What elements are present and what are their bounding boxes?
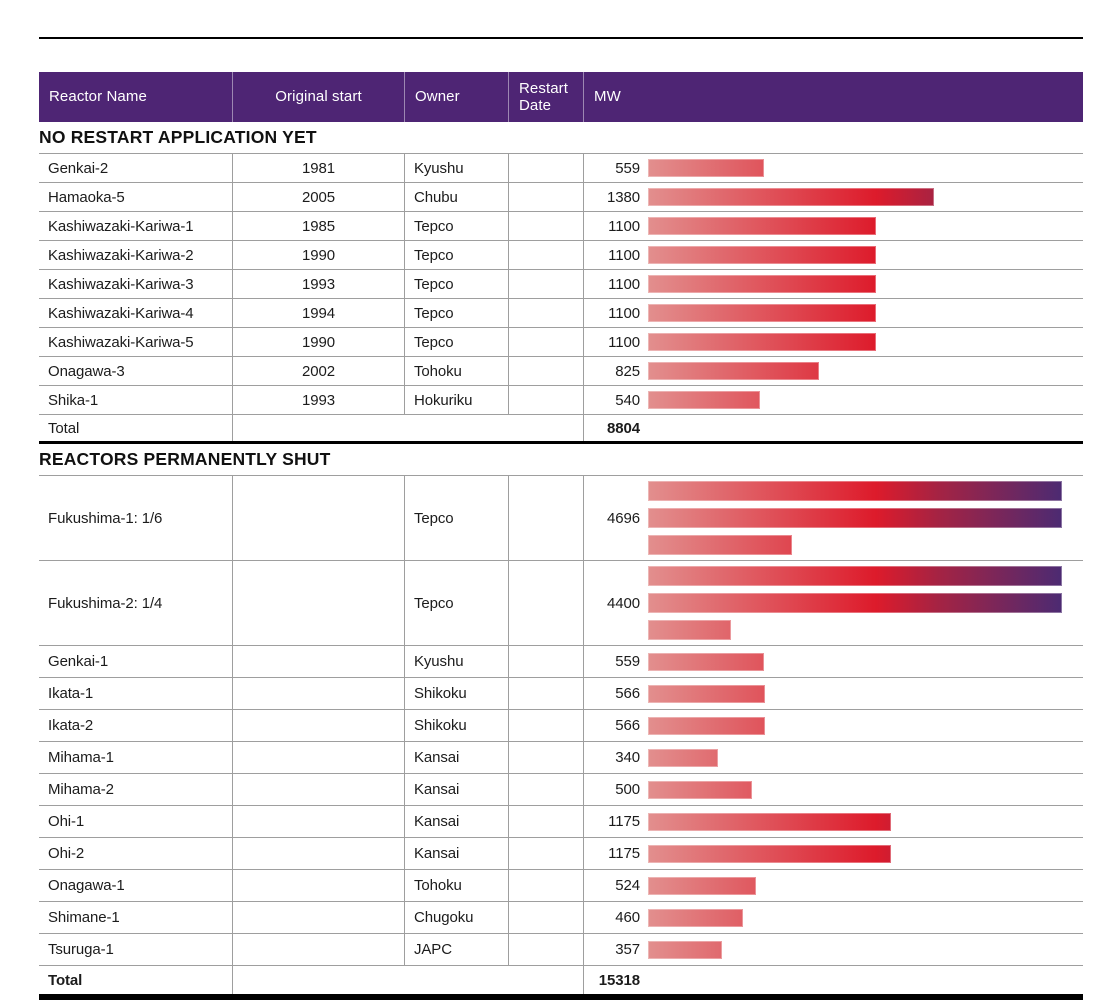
mw-bar-cell bbox=[644, 710, 1083, 741]
mw-value-cell: 4400 bbox=[583, 561, 644, 645]
mw-bar-cell bbox=[644, 742, 1083, 773]
mw-bar-cell bbox=[644, 386, 1083, 414]
mw-bar bbox=[648, 481, 1062, 501]
owner-cell: Shikoku bbox=[404, 678, 508, 709]
mw-bar bbox=[648, 845, 891, 863]
mw-value-cell: 1100 bbox=[583, 299, 644, 327]
mw-bar-cell bbox=[644, 154, 1083, 182]
original-start-cell bbox=[232, 806, 404, 837]
restart-date-cell bbox=[508, 328, 583, 356]
total-label: Total bbox=[48, 419, 80, 437]
reactor-name-cell: Ohi-2 bbox=[48, 845, 85, 862]
table-row bbox=[39, 869, 1083, 901]
table-row bbox=[39, 153, 1083, 182]
table-row bbox=[39, 741, 1083, 773]
mw-bar bbox=[648, 159, 764, 177]
reactor-name-cell: Onagawa-3 bbox=[48, 362, 125, 380]
total-label: Total bbox=[48, 971, 83, 989]
restart-date-cell bbox=[508, 806, 583, 837]
table-row bbox=[39, 182, 1083, 211]
owner-cell: Kansai bbox=[404, 742, 508, 773]
reactor-name-cell: Shimane-1 bbox=[48, 909, 120, 926]
mw-bar bbox=[648, 508, 1062, 528]
column-header-original-start: Original start bbox=[232, 72, 404, 122]
original-start-cell: 1993 bbox=[232, 270, 404, 298]
original-start-cell: 1985 bbox=[232, 212, 404, 240]
mw-bar bbox=[648, 217, 876, 235]
owner-cell: Tepco bbox=[404, 299, 508, 327]
table-section bbox=[39, 444, 1083, 997]
mw-value-cell: 566 bbox=[583, 678, 644, 709]
original-start-cell bbox=[232, 646, 404, 677]
mw-value-cell: 559 bbox=[583, 154, 644, 182]
report-table-figure bbox=[39, 37, 1083, 1000]
table-row bbox=[39, 933, 1083, 965]
mw-bar-cell bbox=[644, 561, 1083, 645]
reactor-name-cell: Mihama-2 bbox=[48, 781, 114, 798]
mw-value-cell: 559 bbox=[583, 646, 644, 677]
mw-bar-cell bbox=[644, 934, 1083, 965]
mw-bar bbox=[648, 749, 718, 767]
mw-value-cell: 1175 bbox=[583, 806, 644, 837]
original-start-cell bbox=[232, 742, 404, 773]
mw-bar-cell bbox=[644, 270, 1083, 298]
restart-date-cell bbox=[508, 357, 583, 385]
total-spacer-cell bbox=[232, 415, 583, 441]
restart-date-cell bbox=[508, 212, 583, 240]
mw-value-cell: 540 bbox=[583, 386, 644, 414]
mw-value-cell: 524 bbox=[583, 870, 644, 901]
owner-cell: Shikoku bbox=[404, 710, 508, 741]
owner-cell: Chubu bbox=[404, 183, 508, 211]
mw-bar bbox=[648, 275, 876, 293]
restart-date-cell bbox=[508, 183, 583, 211]
reactor-name-cell: Kashiwazaki-Kariwa-2 bbox=[48, 246, 194, 264]
owner-cell: Tohoku bbox=[404, 870, 508, 901]
mw-bar-cell bbox=[644, 357, 1083, 385]
original-start-cell: 1994 bbox=[232, 299, 404, 327]
restart-date-cell bbox=[508, 678, 583, 709]
mw-bar-cell bbox=[644, 212, 1083, 240]
mw-bar bbox=[648, 566, 1062, 586]
owner-cell: Kyushu bbox=[404, 154, 508, 182]
reactor-name-cell: Fukushima-2: 1/4 bbox=[48, 594, 163, 612]
reactor-name-cell: Onagawa-1 bbox=[48, 877, 125, 894]
restart-date-cell bbox=[508, 646, 583, 677]
original-start-cell: 2002 bbox=[232, 357, 404, 385]
mw-value-cell: 1380 bbox=[583, 183, 644, 211]
total-spacer-cell bbox=[232, 966, 583, 994]
owner-cell: Hokuriku bbox=[404, 386, 508, 414]
mw-bar-cell bbox=[644, 902, 1083, 933]
owner-cell: Tepco bbox=[404, 476, 508, 560]
table-body bbox=[39, 122, 1083, 997]
original-start-cell bbox=[232, 476, 404, 560]
mw-bar bbox=[648, 717, 765, 735]
table-row bbox=[39, 645, 1083, 677]
mw-bar bbox=[648, 188, 934, 206]
owner-cell: Tohoku bbox=[404, 357, 508, 385]
mw-bar-cell bbox=[644, 838, 1083, 869]
original-start-cell bbox=[232, 561, 404, 645]
total-row bbox=[39, 414, 1083, 444]
original-start-cell: 2005 bbox=[232, 183, 404, 211]
reactor-name-cell: Shika-1 bbox=[48, 391, 99, 409]
owner-cell: Kansai bbox=[404, 774, 508, 805]
table-row bbox=[39, 269, 1083, 298]
mw-bar bbox=[648, 941, 722, 959]
restart-date-cell bbox=[508, 742, 583, 773]
reactor-name-cell: Kashiwazaki-Kariwa-1 bbox=[48, 217, 194, 235]
owner-cell: Tepco bbox=[404, 561, 508, 645]
mw-bar-cell bbox=[644, 646, 1083, 677]
table-row bbox=[39, 901, 1083, 933]
mw-bar bbox=[648, 877, 756, 895]
mw-bar bbox=[648, 304, 876, 322]
mw-bar bbox=[648, 333, 876, 351]
table-row bbox=[39, 385, 1083, 414]
restart-date-cell bbox=[508, 710, 583, 741]
table-row bbox=[39, 475, 1083, 560]
table-row bbox=[39, 805, 1083, 837]
owner-cell: JAPC bbox=[404, 934, 508, 965]
original-start-cell: 1990 bbox=[232, 241, 404, 269]
mw-value-cell: 825 bbox=[583, 357, 644, 385]
owner-cell: Tepco bbox=[404, 270, 508, 298]
mw-bar bbox=[648, 653, 764, 671]
mw-bar-cell bbox=[644, 774, 1083, 805]
column-header-owner: Owner bbox=[404, 72, 508, 122]
reactor-name-cell: Kashiwazaki-Kariwa-4 bbox=[48, 304, 194, 322]
owner-cell: Kansai bbox=[404, 806, 508, 837]
total-value: 15318 bbox=[583, 966, 644, 994]
reactor-name-cell: Tsuruga-1 bbox=[48, 941, 114, 958]
mw-bar-cell bbox=[644, 183, 1083, 211]
table-row bbox=[39, 560, 1083, 645]
table-section bbox=[39, 122, 1083, 444]
table-row bbox=[39, 837, 1083, 869]
original-start-cell bbox=[232, 838, 404, 869]
original-start-cell bbox=[232, 870, 404, 901]
mw-value-cell: 1175 bbox=[583, 838, 644, 869]
column-header-reactor-name: Reactor Name bbox=[49, 88, 147, 106]
owner-cell: Tepco bbox=[404, 212, 508, 240]
total-value: 8804 bbox=[583, 415, 644, 441]
restart-date-cell bbox=[508, 270, 583, 298]
original-start-cell: 1981 bbox=[232, 154, 404, 182]
reactor-name-cell: Kashiwazaki-Kariwa-5 bbox=[48, 333, 194, 351]
original-start-cell: 1993 bbox=[232, 386, 404, 414]
restart-date-cell bbox=[508, 561, 583, 645]
mw-bar bbox=[648, 391, 760, 409]
mw-value-cell: 340 bbox=[583, 742, 644, 773]
restart-date-cell bbox=[508, 476, 583, 560]
mw-bar bbox=[648, 593, 1062, 613]
mw-bar bbox=[648, 781, 752, 799]
restart-date-cell bbox=[508, 870, 583, 901]
mw-value-cell: 1100 bbox=[583, 328, 644, 356]
mw-bar bbox=[648, 909, 743, 927]
mw-value-cell: 357 bbox=[583, 934, 644, 965]
mw-bar-cell bbox=[644, 299, 1083, 327]
mw-bar-cell bbox=[644, 476, 1083, 560]
mw-bar bbox=[648, 246, 876, 264]
mw-bar-cell bbox=[644, 870, 1083, 901]
total-row bbox=[39, 965, 1083, 997]
restart-date-cell bbox=[508, 774, 583, 805]
mw-bar bbox=[648, 813, 891, 831]
owner-cell: Kansai bbox=[404, 838, 508, 869]
mw-value-cell: 500 bbox=[583, 774, 644, 805]
owner-cell: Kyushu bbox=[404, 646, 508, 677]
restart-date-cell bbox=[508, 934, 583, 965]
mw-value-cell: 566 bbox=[583, 710, 644, 741]
mw-bar bbox=[648, 535, 792, 555]
reactor-name-cell: Genkai-2 bbox=[48, 159, 109, 177]
reactor-name-cell: Ikata-1 bbox=[48, 685, 94, 702]
table-row bbox=[39, 240, 1083, 269]
reactor-name-cell: Ohi-1 bbox=[48, 813, 85, 830]
restart-date-cell bbox=[508, 902, 583, 933]
table-row bbox=[39, 677, 1083, 709]
restart-date-cell bbox=[508, 299, 583, 327]
owner-cell: Chugoku bbox=[404, 902, 508, 933]
table-row bbox=[39, 356, 1083, 385]
reactor-name-cell: Genkai-1 bbox=[48, 653, 109, 670]
owner-cell: Tepco bbox=[404, 328, 508, 356]
owner-cell: Tepco bbox=[404, 241, 508, 269]
reactor-name-cell: Fukushima-1: 1/6 bbox=[48, 509, 163, 527]
restart-date-cell bbox=[508, 241, 583, 269]
table-header-row bbox=[39, 72, 1083, 122]
original-start-cell bbox=[232, 934, 404, 965]
reactor-name-cell: Hamaoka-5 bbox=[48, 188, 125, 206]
original-start-cell bbox=[232, 678, 404, 709]
column-header-mw: MW bbox=[583, 72, 1083, 122]
table-row bbox=[39, 298, 1083, 327]
mw-bar-cell bbox=[644, 678, 1083, 709]
mw-bar bbox=[648, 685, 765, 703]
mw-value-cell: 1100 bbox=[583, 241, 644, 269]
table-row bbox=[39, 327, 1083, 356]
reactor-name-cell: Ikata-2 bbox=[48, 717, 94, 734]
mw-value-cell: 4696 bbox=[583, 476, 644, 560]
mw-value-cell: 1100 bbox=[583, 270, 644, 298]
section-title: NO RESTART APPLICATION YET bbox=[39, 127, 317, 147]
original-start-cell bbox=[232, 902, 404, 933]
mw-bar bbox=[648, 362, 819, 380]
original-start-cell bbox=[232, 710, 404, 741]
mw-bar-cell bbox=[644, 806, 1083, 837]
mw-bar-cell bbox=[644, 241, 1083, 269]
total-bar-spacer bbox=[644, 415, 1083, 441]
restart-date-cell bbox=[508, 386, 583, 414]
column-header-restart-date: Restart Date bbox=[508, 72, 583, 122]
section-title: REACTORS PERMANENTLY SHUT bbox=[39, 449, 331, 469]
total-bar-spacer bbox=[644, 966, 1083, 994]
reactor-name-cell: Kashiwazaki-Kariwa-3 bbox=[48, 275, 194, 293]
reactor-name-cell: Mihama-1 bbox=[48, 749, 114, 766]
mw-value-cell: 1100 bbox=[583, 212, 644, 240]
mw-bar-cell bbox=[644, 328, 1083, 356]
restart-date-cell bbox=[508, 154, 583, 182]
table-row bbox=[39, 211, 1083, 240]
table-row bbox=[39, 709, 1083, 741]
top-rule bbox=[39, 37, 1083, 39]
restart-date-cell bbox=[508, 838, 583, 869]
mw-value-cell: 460 bbox=[583, 902, 644, 933]
table-row bbox=[39, 773, 1083, 805]
mw-bar bbox=[648, 620, 731, 640]
original-start-cell: 1990 bbox=[232, 328, 404, 356]
original-start-cell bbox=[232, 774, 404, 805]
